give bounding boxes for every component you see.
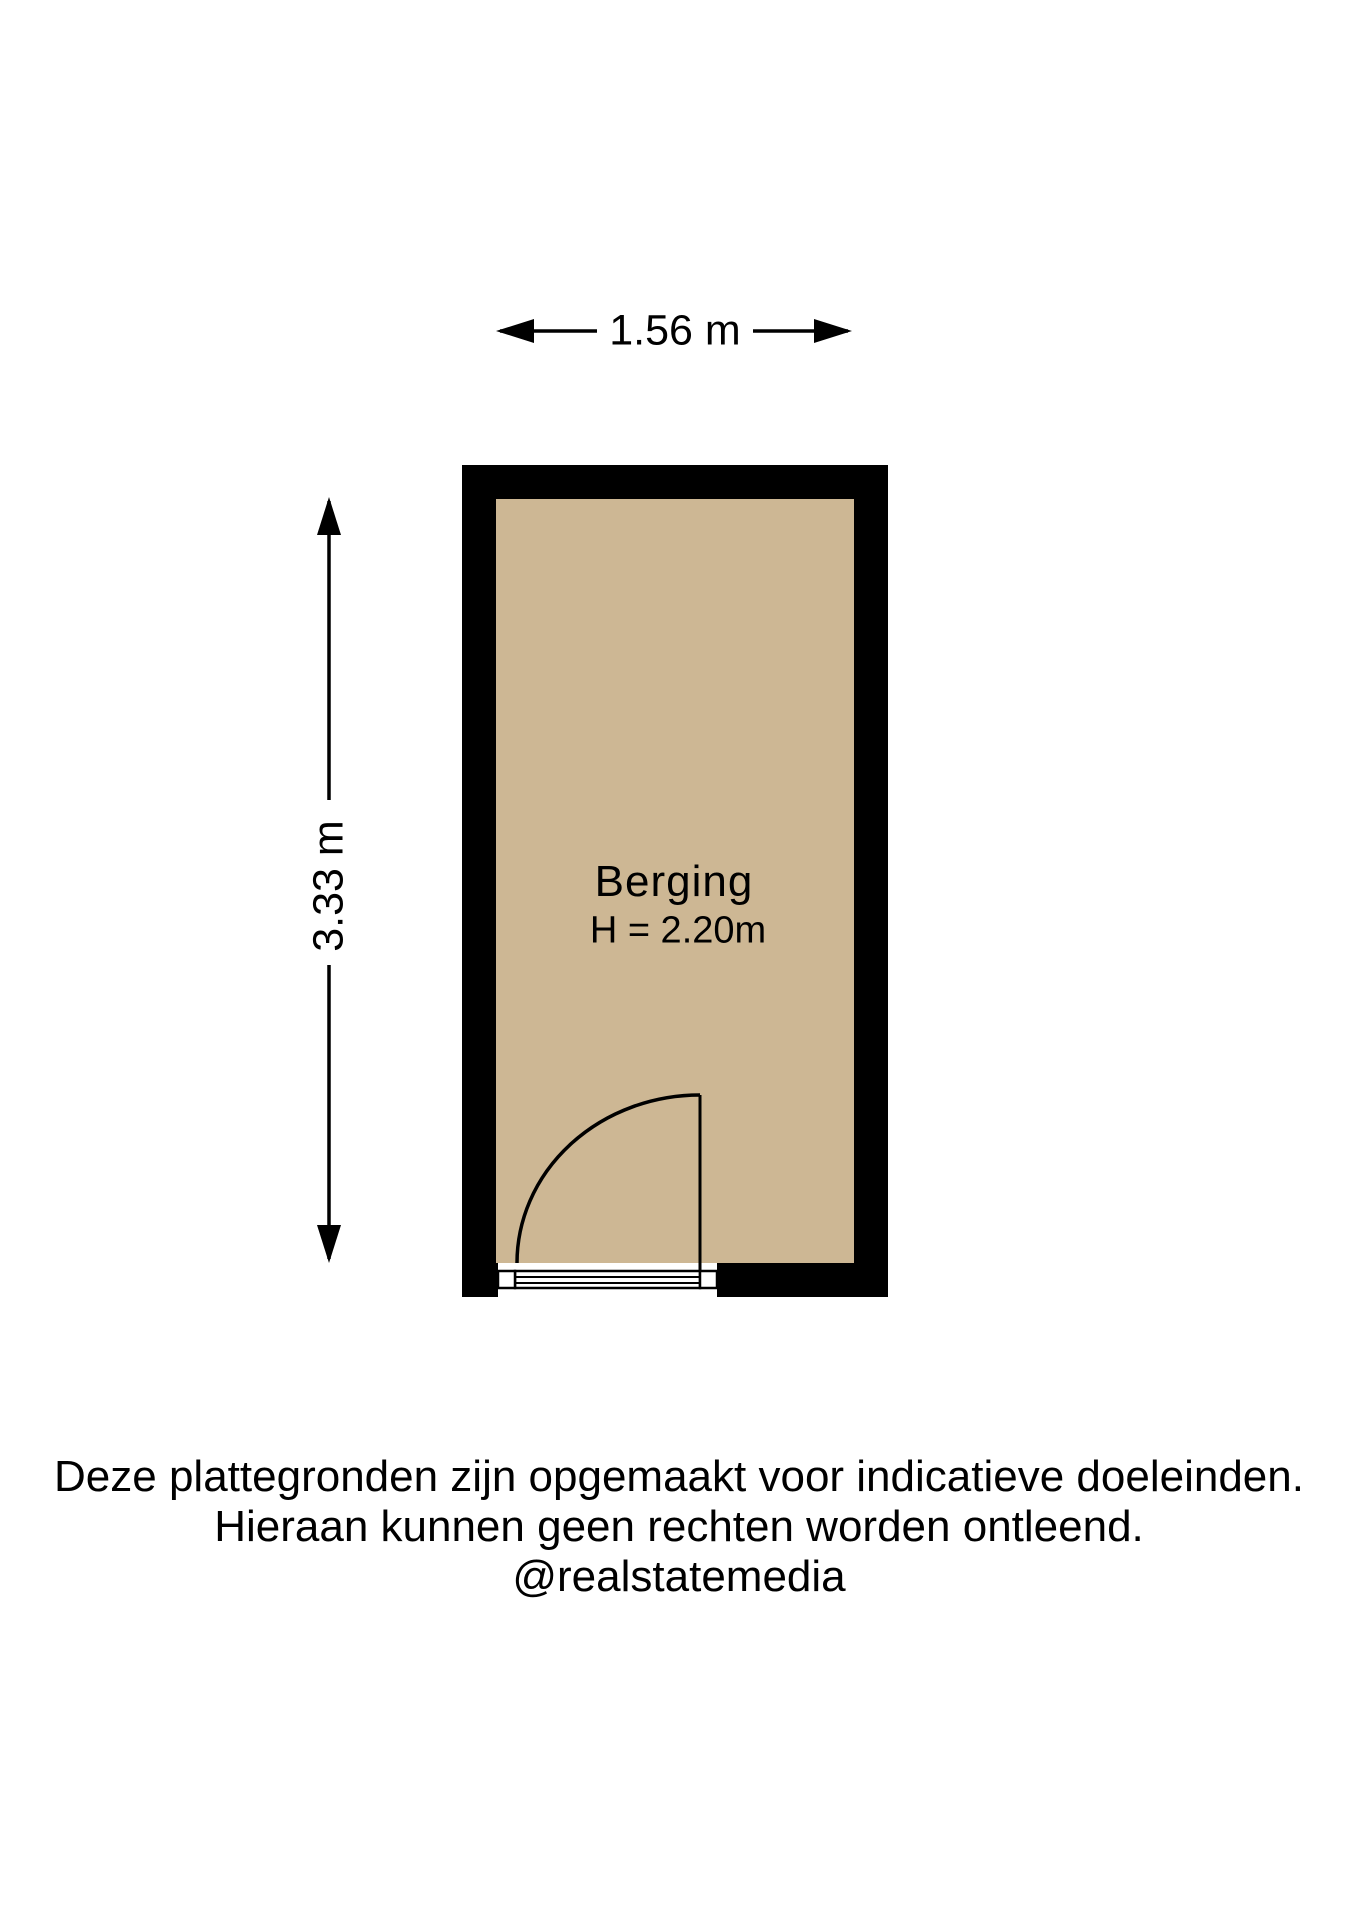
height-dimension-arrowhead-top <box>317 497 341 535</box>
door-jamb-left <box>498 1271 515 1288</box>
width-dimension-label: 1.56 m <box>603 307 746 356</box>
disclaimer-line-1: Deze plattegronden zijn opgemaakt voor indicatieve doeleinden. <box>54 1452 1304 1501</box>
width-dimension-arrowhead-left <box>496 319 534 343</box>
disclaimer-line-3: @realstatemedia <box>512 1552 846 1601</box>
door-sill <box>515 1271 700 1288</box>
width-dimension-arrowhead-right <box>814 319 852 343</box>
door-jamb-right <box>700 1271 717 1288</box>
room-name-label: Berging <box>594 857 754 906</box>
disclaimer-block <box>0 1452 1358 1602</box>
disclaimer-line-2: Hieraan kunnen geen rechten worden ontleend. <box>214 1502 1144 1551</box>
height-dimension-arrowhead-bottom <box>317 1225 341 1263</box>
room-ceiling-height-label: H = 2.20m <box>589 909 767 952</box>
height-dimension-label: 3.33 m <box>305 814 354 957</box>
